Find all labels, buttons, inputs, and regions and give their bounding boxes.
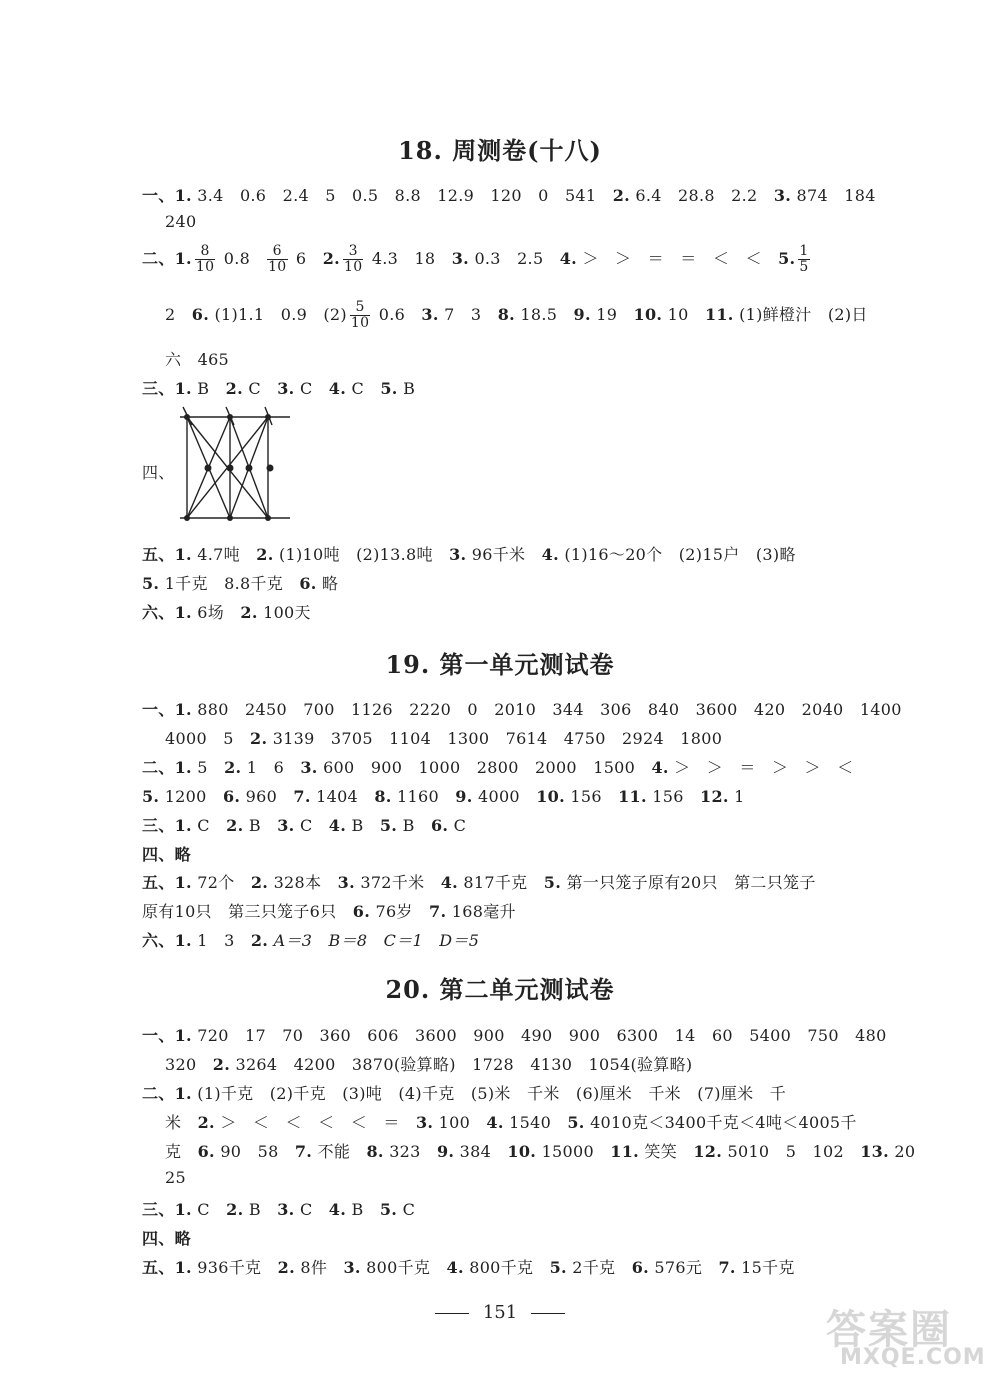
s18-line-8: 五、1. 4.7吨 2. (1)10吨 (2)13.8吨 3. 96千米 4. (1)16～20个 (2)15户 (3)略: [142, 545, 796, 564]
fraction: $\frac{1}{5}$: [799, 243, 809, 275]
s19-line-8: 原有10只 第三只笼子6只 6. 76岁 7. 168毫升: [142, 902, 516, 921]
s19-line-4: 5. 1200 6. 960 7. 1404 8. 1160 9. 4000 10. 156 11. 156 12. 1: [142, 787, 745, 806]
fraction: $\frac{6}{10}$: [268, 243, 287, 275]
section-title-19: 19. 第一单元测试卷: [385, 650, 615, 679]
s18-line-10: 六、1. 6场 2. 100天: [142, 603, 311, 622]
s20-line-2: 320 2. 3264 4200 3870(验算略) 1728 4130 1054(验算略): [165, 1055, 693, 1074]
s20-line-5: 克 6. 90 58 7. 不能 8. 323 9. 384 10. 15000 11. 笑笑 12. 5010 5 102 13. 20: [165, 1142, 916, 1161]
s20-line-3: 二、1. (1)千克 (2)千克 (3)吨 (4)千克 (5)米 千米 (6)厘米 千米 (7)厘米 千: [142, 1084, 787, 1103]
s20-line-1: 一、1. 720 17 70 360 606 3600 900 490 900 6300 14 60 5400 750 480: [142, 1026, 887, 1045]
page-number: 151: [0, 1302, 1000, 1323]
s18-line-5: 六 465: [165, 350, 230, 369]
fraction: $\frac{3}{10}$: [344, 243, 363, 275]
s18-line-6: 三、1. B 2. C 3. C 4. C 5. B: [142, 379, 416, 398]
section-title-20: 20. 第二单元测试卷: [385, 975, 615, 1004]
s19-line-2: 4000 5 2. 3139 3705 1104 1300 7614 4750 2924 1800: [165, 729, 723, 748]
s20-line-9: 五、1. 936千克 2. 8件 3. 800千克 4. 800千克 5. 2千克 6. 576元 7. 15千克: [142, 1258, 795, 1277]
s19-line-1: 一、1. 880 2450 700 1126 2220 0 2010 344 306 840 3600 420 2040 1400: [142, 700, 902, 719]
s19-line-6: 四、略: [142, 845, 191, 864]
s18-line-7: 四、: [142, 463, 175, 482]
s20-line-6: 25: [165, 1168, 186, 1187]
s19-line-3: 二、1. 5 2. 1 6 3. 600 900 1000 2800 2000 1500 4. ＞ ＞ ＝ ＞ ＞ ＜: [142, 758, 854, 777]
s18-line-2: 240: [165, 212, 197, 231]
section-title-18: 18. 周测卷(十八): [398, 136, 602, 165]
s18-line-1: 一、1. 3.4 0.6 2.4 5 0.5 8.8 12.9 120 0 541 2. 6.4 28.8 2.2 3. 874 184: [142, 186, 876, 205]
s19-line-9: 六、1. 1 3 2. A＝3 B＝8 C＝1 D＝5: [142, 931, 480, 950]
watermark-url: MXQE.COM: [840, 1345, 986, 1370]
fraction: $\frac{8}{10}$: [195, 243, 215, 275]
s19-line-5: 三、1. C 2. B 3. C 4. B 5. B 6. C: [142, 816, 467, 835]
s19-line-7: 五、1. 72个 2. 328本 3. 372千米 4. 817千克 5. 第一只笼子原有20只 第二只笼子: [142, 873, 816, 892]
point-line-figure: [178, 405, 293, 530]
s20-line-4: 米 2. ＞ ＜ ＜ ＜ ＜ ＝ 3. 100 4. 1540 5. 4010克＜3400千克＜4吨＜4005千: [165, 1113, 857, 1132]
s20-line-7: 三、1. C 2. B 3. C 4. B 5. C: [142, 1200, 416, 1219]
s18-line-4: 2 6. (1)1.1 0.9 (2) $\frac{5}{10}$ 0.6 3. 7 3 8. 18.5 9. 19 10. 10 11. (1)鲜橙汁 (2)日: [165, 299, 868, 331]
watermark-logo: 答案圈: [826, 1307, 952, 1353]
s18-line-3: 二、1. $\frac{8}{10}$ 0.8 $\frac{6}{10}$ 6 2. $\frac{3}{10}$ 4.3 18 3. 0.3 2.5 4. ＞ ＞ ＝ ＝ ＜ ＜ 5. $\frac{1}{5}$: [142, 243, 809, 275]
s18-line-9: 5. 1千克 8.8千克 6. 略: [142, 574, 339, 593]
s20-line-8: 四、略: [142, 1229, 191, 1248]
fraction: $\frac{5}{10}$: [350, 299, 370, 331]
